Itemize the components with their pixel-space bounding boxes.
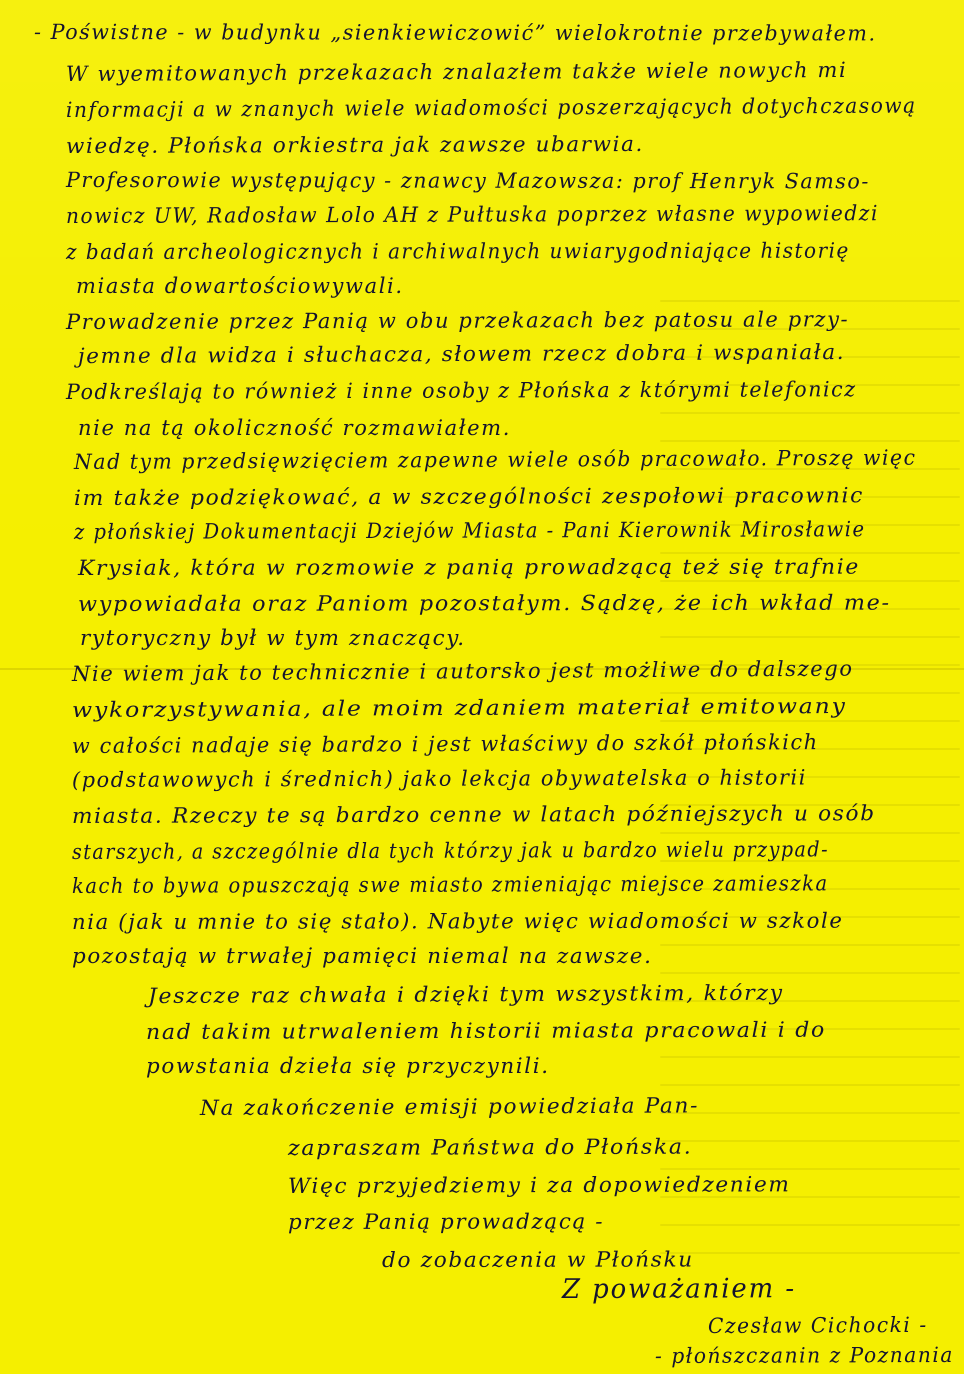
letter-line: przez Panią prowadzącą - (287, 1209, 605, 1234)
letter-line: wykorzystywania, ale moim zdaniem materiał emitowany (71, 693, 847, 722)
closing-text: Z poważaniem - (561, 1273, 797, 1305)
letter-line: z płońskiej Dokumentacji Dziejów Miasta - Pani Kierownik Mirosławie (73, 517, 866, 544)
letter-line: miasta dowartościowywali. (76, 274, 404, 298)
letter-line: Podkreślają to również i inne osoby z Płońska z którymi telefonicz (65, 377, 857, 404)
letter-line: pozostają w trwałej pamięci niemal na zawsze. (72, 944, 653, 968)
signature-name: Czesław Cichocki - (707, 1312, 928, 1338)
letter-line: Krysiak, która w rozmowie z panią prowadzącą też się trafnie (77, 554, 860, 580)
letter-line: kach to bywa opuszczają swe miasto zmieniając miejsce zamieszka (71, 871, 829, 898)
letter-line: Jeszcze raz chwała i dzięki tym wszystkim, którzy (147, 980, 784, 1008)
letter-line: Nad tym przedsięwzięciem zapewne wiele osób pracowało. Proszę więc (73, 445, 917, 474)
letter-line: im także podziękować, a w szczególności zespołowi pracownic (73, 483, 865, 510)
letter-line: Nie wiem jak to technicznie i autorsko jest możliwe do dalszego (71, 656, 854, 686)
letter-line: w całości nadaje się bardzo i jest właściwy do szkół płońskich (71, 730, 819, 758)
letter-line: wypowiadała oraz Paniom pozostałym. Sądzę, że ich wkład me- (77, 590, 891, 616)
letter-line: do zobaczenia w Płońsku (381, 1247, 694, 1272)
letter-line: Na zakończenie emisji powiedziała Pan- (199, 1093, 700, 1120)
letter-line: zapraszam Państwa do Płońska. (287, 1134, 693, 1160)
letter-line: starszych, a szczególnie dla tych którzy jak u bardzo wielu przypad- (71, 837, 829, 864)
letter-line: miasta. Rzeczy te są bardzo cenne w latach późniejszych u osób (71, 801, 876, 828)
letter-line: - Poświstne - w budynku „sienkiewiczowić” wielokrotnie przebywałem. (33, 20, 877, 46)
letter-line: nia (jak u mnie to się stało). Nabyte więc wiadomości w szkole (71, 908, 844, 934)
letter-line: Więc przyjedziemy i za dopowiedzeniem (287, 1172, 791, 1198)
letter-line: powstania dzieła się przyczynili. (146, 1054, 550, 1078)
letter-line: z badań archeologicznych i archiwalnych uwiarygodniające historię (65, 238, 850, 264)
letter-line: W wyemitowanych przekazach znalazłem także wiele nowych mi (65, 57, 848, 86)
letter-line: Profesorowie występujący - znawcy Mazowsza: prof Henryk Samso- (65, 168, 870, 194)
letter-line: nie na tą okoliczność rozmawiałem. (78, 416, 511, 440)
signature-origin: - płońszczanin z Poznania (654, 1342, 954, 1368)
letter-line: rytoryczny był w tym znaczący. (80, 626, 466, 650)
letter-line: Prowadzenie przez Panią w obu przekazach bez patosu ale przy- (65, 307, 850, 334)
letter-line: wiedzę. Płońska orkiestra jak zawsze ubarwia. (65, 131, 644, 158)
letter-line: informacji a w znanych wiele wiadomości poszerzających dotychczasową (65, 93, 917, 122)
letter-line: nowicz UW, Radosław Lolo AH z Pułtuska poprzez własne wypowiedzi (65, 201, 879, 228)
letter-line: jemne dla widza i słuchacza, słowem rzecz dobra i wspaniała. (77, 339, 846, 368)
letter-line: nad takim utrwaleniem historii miasta pracowali i do (145, 1017, 826, 1044)
letter-line: (podstawowych i średnich) jako lekcja obywatelska o historii (71, 765, 807, 792)
